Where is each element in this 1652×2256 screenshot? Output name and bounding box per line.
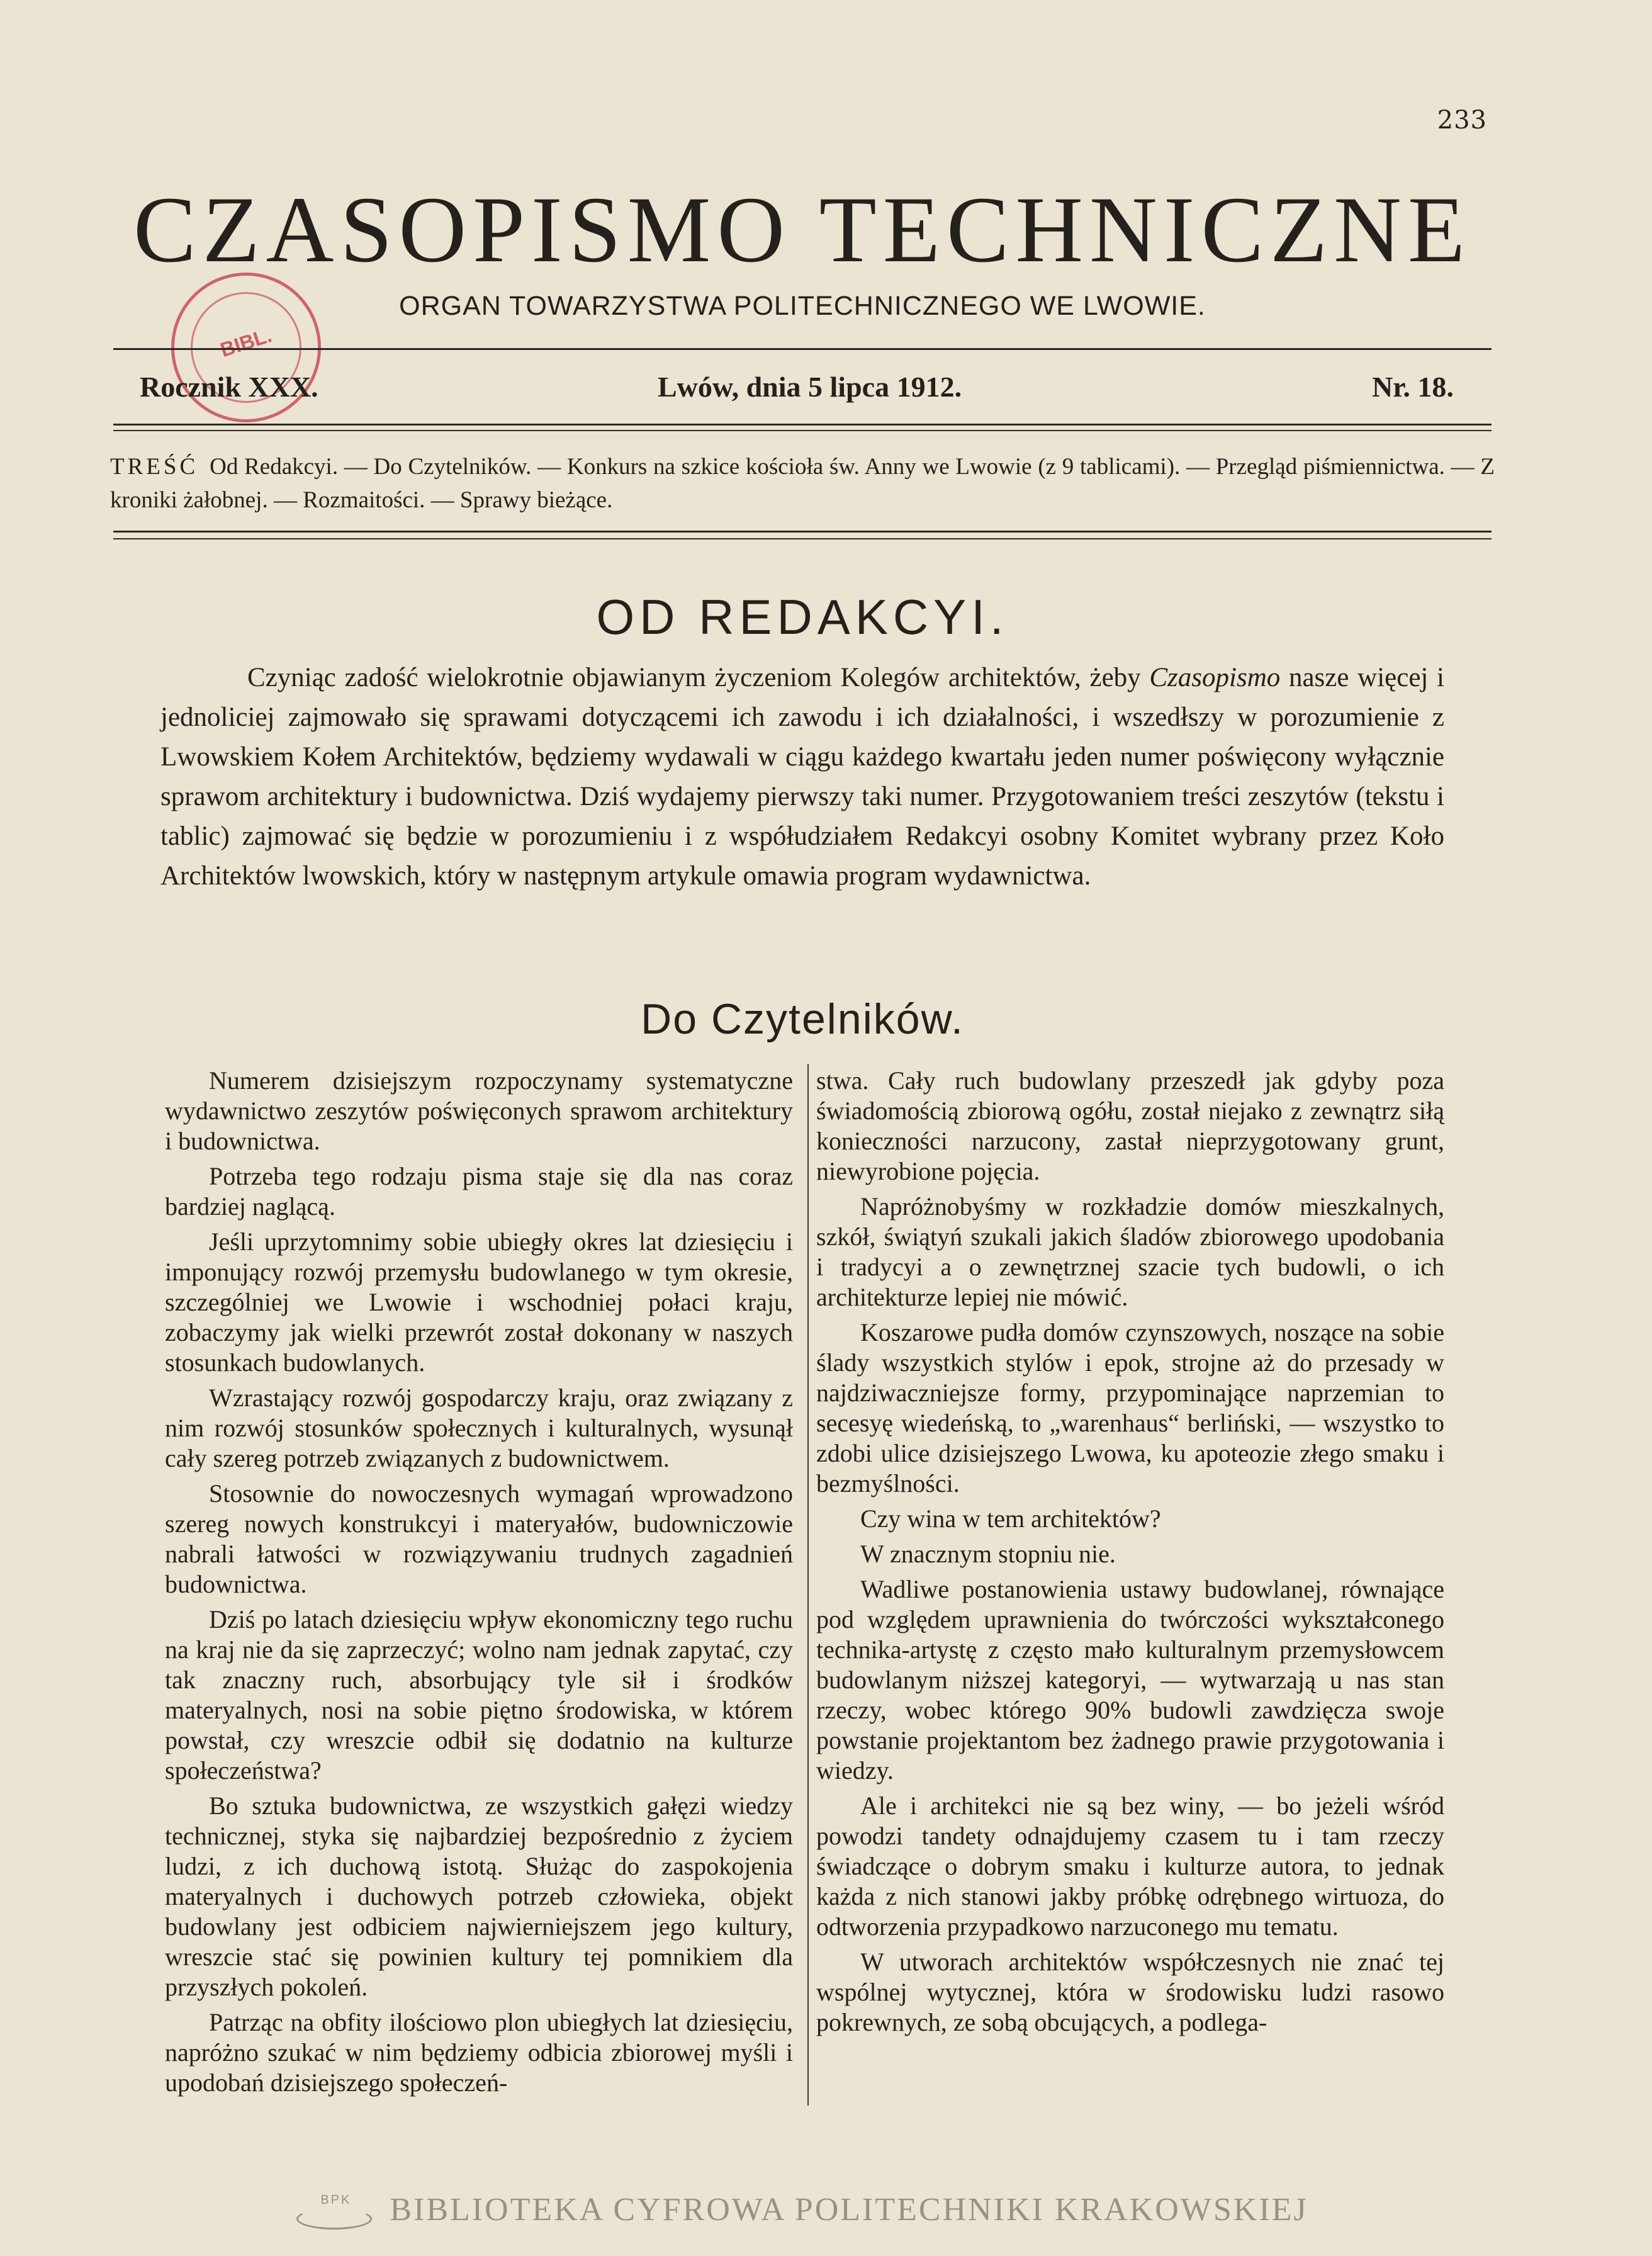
section-heading-od-redakcyi: OD REDAKCYI. xyxy=(596,589,1009,645)
paragraph: Ale i architekci nie są bez winy, — bo jeżeli wśród powodzi tandety odnajdujemy czasem tu i tam rzeczy świadczące o dobrym smaku i kulturze autora, to jednak każda z nich stanowi jakby próbkę odrębnego wirtuoza, do odtworzenia przypadkowo narzuconego mu tematu. xyxy=(816,1791,1444,1941)
paragraph: Dziś po latach dziesięciu wpływ ekonomiczny tego ruchu na kraj nie da się zaprzeczyć; wolno nam jednak zapytać, czy tak znaczny ruch, absorbujący tyle sił i środków materyalnych, nosi na sobie piętno środowiska, w którem powstał, czy wreszcie odbił się dodatnio na kulturze społeczeństwa? xyxy=(165,1605,793,1785)
paragraph: Napróżnobyśmy w rozkładzie domów mieszkalnych, szkół, świątyń szukali jakich śladów zbiorowego upodobania i tradycyi a o zewnętrznej szacie tych budowli, o ich architekturze lepiej nie mówić. xyxy=(816,1192,1444,1311)
page-number: 233 xyxy=(1437,106,1487,135)
paragraph: Wzrastający rozwój gospodarczy kraju, oraz związany z nim rozwój stosunków społecznych i kulturalnych, wysunął cały szereg potrzeb związanych z budownictwem. xyxy=(165,1384,793,1472)
contents-rule-1 xyxy=(113,531,1492,533)
paragraph: Jeśli uprzytomnimy sobie ubiegły okres lat dziesięciu i imponujący rozwój przemysłu budowlanego w tym okresie, szczególniej we Lwowie i wschodniej połaci kraju, zobaczymy jak wielki przewrót został dokonany w naszych stosunkach budowlanych. xyxy=(165,1227,793,1377)
editorial-paragraph xyxy=(160,658,1444,896)
library-footer xyxy=(113,2191,1492,2235)
header-rule-bottom-2 xyxy=(113,430,1492,431)
paragraph: Koszarowe pudła domów czynszowych, noszące na sobie ślady wszystkich stylów i epok, strojne aż do przesady w najdziwaczniejsze formy, przypominające naprzemian to secesyę wiedeńską, to „warenhaus“ berliński, — wszystko to zdobi ulice dzisiejszego Lwowa, ku apoteozie złego smaku i bezmyślności. xyxy=(816,1318,1444,1497)
contents-text: Od Redakcyi. — Do Czytelników. — Konkurs na szkice kościoła św. Anny we Lwowie (z 9 tablicami). — Przegląd piśmiennictwa. — Z kroniki żałobnej. — Rozmaitości. — Sprawy bieżące. xyxy=(110,454,1495,513)
paragraph: Stosownie do nowoczesnych wymagań wprowadzono szereg nowych konstrukcyi i materyałów, budowniczowie nabrali łatwości w rozwiązywaniu trudnych zagadnień budownictwa. xyxy=(165,1479,793,1598)
paragraph: Bo sztuka budownictwa, ze wszystkich gałęzi wiedzy technicznej, styka się najbardziej bezpośrednio z życiem ludzi, z ich duchową istotą. Służąc do zaspokojenia materyalnych i duchowych potrzeb człowieka, objekt budowlany jest odbiciem najwierniejszem jego kultury, wreszcie stać się powinien kultury tej pomnikiem dla przyszłych pokoleń. xyxy=(165,1791,793,2001)
table-of-contents xyxy=(110,450,1495,517)
stamp-text: BIBL. xyxy=(217,323,275,362)
section-heading-do-czytelnikow: Do Czytelników. xyxy=(641,995,964,1043)
footer-text: BIBLIOTEKA CYFROWA POLITECHNIKI KRAKOWSKIEJ xyxy=(390,2191,1308,2228)
issue-date: Lwów, dnia 5 lipca 1912. xyxy=(658,371,962,403)
paragraph: W utworach architektów współczesnych nie znać tej wspólnej wytycznej, która w środowisku ludzi rasowo pokrewnych, ze sobą obcujących, a podlega- xyxy=(816,1948,1444,2036)
contents-rule-2 xyxy=(113,538,1492,539)
article-column-left xyxy=(165,1066,793,2103)
masthead-subtitle: ORGAN TOWARZYSTWA POLITECHNICZNEGO WE LWOWIE. xyxy=(399,291,1206,321)
editorial-text-b: nasze więcej i jednoliciej zajmowało się sprawami dotyczącemi ich zawodu i ich działalności, i wszedłszy w porozumienie z Lwowskiem Kołem Architektów, będziemy wydawali w ciągu każdego kwartału jeden numer poświęcony wyłącznie sprawom architektury i budownictwa. Dziś wydajemy pierwszy taki numer. Przygotowaniem treści zeszytów (tekstu i tablic) zajmować się będzie w porozumieniu i z współudziałem Redakcyi osobny Komitet wybrany przez Koło Architektów lwowskich, który w następnym artykule omawia program wydawnictwa. xyxy=(160,663,1444,891)
issue-number: Nr. 18. xyxy=(1372,371,1454,403)
paragraph: Potrzeba tego rodzaju pisma staje się dla nas coraz bardziej naglącą. xyxy=(165,1162,793,1221)
paragraph: W znacznym stopniu nie. xyxy=(860,1540,1116,1568)
editorial-text-italic: Czasopismo xyxy=(1149,663,1281,692)
column-divider xyxy=(807,1064,809,2106)
issue-volume: Rocznik XXX. xyxy=(140,371,318,403)
paragraph-continued: stwa. Cały ruch budowlany przeszedł jak gdyby poza świadomością zbiorową ogółu, został niejako z zewnątrz siłą konieczności narzucony, zastał nieprzygotowany grunt, niewyrobione pojęcia. xyxy=(816,1066,1444,1185)
library-logo-icon xyxy=(296,2191,372,2235)
paragraph: Czy wina w tem architektów? xyxy=(860,1504,1161,1533)
header-rule-bottom-1 xyxy=(113,424,1492,426)
contents-label: TREŚĆ xyxy=(110,454,199,480)
paragraph: Wadliwe postanowienia ustawy budowlanej, równające pod względem uprawnienia do twórczości wykształconego technika-artystę z często mało kulturalnym przemysłowcem budowlanym niższej kategoryi, — wytwarzają u nas stan rzeczy, wobec którego 90% budowli zawdzięcza swoje powstanie projektantom bez żadnego prawie przygotowania i wiedzy. xyxy=(816,1575,1444,1785)
logo-text: BPK xyxy=(320,2193,352,2207)
paragraph: Patrząc na obfity ilościowo plon ubiegłych lat dziesięciu, napróżno szukać w nim będziemy odbicia zbiorowej myśli i upodobań dzisiejszego społeczeń- xyxy=(165,2008,793,2097)
editorial-text-a: Czyniąc zadość wielokrotnie objawianym życzeniom Kolegów architektów, żeby xyxy=(247,663,1150,692)
article-column-right xyxy=(816,1066,1444,2043)
masthead-title: CZASOPISMO TECHNICZNE xyxy=(133,178,1471,282)
header-rule-top xyxy=(113,348,1492,350)
paragraph: Numerem dzisiejszym rozpoczynamy systematyczne wydawnictwo zeszytów poświęconych sprawom architektury i budownictwa. xyxy=(165,1066,793,1155)
